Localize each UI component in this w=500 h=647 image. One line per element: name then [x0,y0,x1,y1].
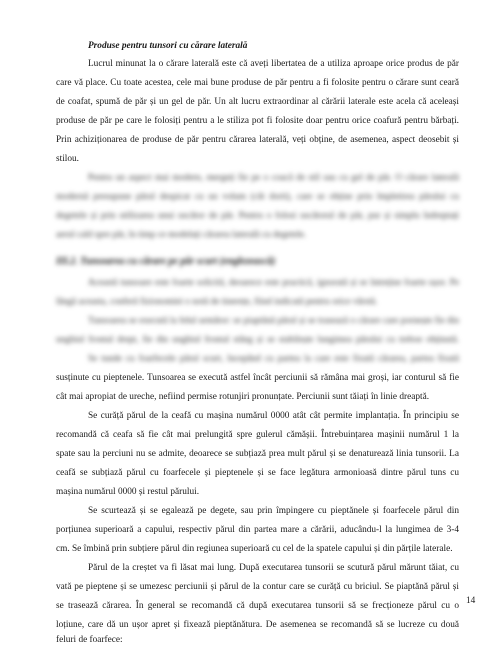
paragraph-line: se trasează cărarea. În general se recomandă că după executarea tunsorii să se frecționeze părul cu o [56,601,459,611]
blurred-section-heading: III.2. Tunsoarea cu cărare pe păr scurt (englezească) [56,256,276,267]
blurred-line: Pentru un aspect mai modern, mergeți fie pe o coacă de stil sau cu gel de păr. O cărare laterală [88,173,459,183]
paragraph-line: feluri de foarfece: [56,635,123,645]
paragraph-line: care vă place. Cu toate acestea, cele mai bune produse de păr pentru a fi folosite pentru o cărare sunt ceară [56,78,459,88]
paragraph-line: stilou. [56,154,79,164]
paragraph-line: recomandă că ceafa să fie cât mai prelungită spre gulerul cămășii. Întrebuințarea mașinii numărul 1 la [56,430,459,440]
paragraph-line: susținute cu pieptenele. Tunsoarea se execută astfel încât perciunii să rămâna mai groși, iar conturul să fie [56,373,459,383]
paragraph-line: Prin achiziționarea de produse de păr pentru cărarea laterală, veți obține, de asemenea, aspect deosebit și [56,135,459,145]
paragraph-line: cm. Se îmbină prin subțiere părul din regiunea superioară cu cel de la spatele capului și din părțile laterale. [56,544,453,554]
section-heading: Produse pentru tunsori cu cărare laterală [88,41,248,51]
blurred-line: degetele și prin utilizarea unui uscător de păr. Pentru o folosi uscătorul de păr, pur și simplu îndreptați [56,211,459,221]
blurred-line: unghiul frontal drept, fie din unghiul frontal stâng și se stabilește lungimea părului cu treboe obținută. [56,335,459,345]
paragraph-line: Lucrul minunat la o cărare laterală este că aveți libertatea de a utiliza aproape orice produs de păr [88,59,459,69]
page-number: 14 [466,596,476,606]
paragraph-line: produse de păr pe care le folosiți pentru a le stiliza pot fi folosite doar pentru orice coafură pentru bărbați. [56,116,459,126]
paragraph-line: mașina numărul 0000 și restul părului. [56,487,200,497]
paragraph-line: ceafă se subțiază părul cu foarfecele și pieptenele și se face legătura armonioasă dintre părul tuns cu [56,468,459,478]
paragraph-line: Părul de la creștet va fi lăsat mai lung. După executarea tunsorii se scutură părul mărunt tăiat, cu [88,563,459,573]
blurred-line: Se tunde cu foarfecele părul scurt, începând cu partea la care este fixată cărarea, partea fixată [88,354,459,364]
paragraph-line: cât mai apropiat de ureche, nefiind permise rotunjiri pronunțate. Perciunii sunt tăiați în linie dreaptă. [56,392,430,402]
paragraph-line: Se scurtează și se egalează pe degete, sau prin împingere cu pieptănele și foarfecele părul din [88,506,459,516]
blurred-line: Această tunsoare este foarte solicită, deoarece este practică, ignorată și se întreține foarte ușor. Pe [88,278,459,288]
paragraph-line: porțiunea superioară a capului, respectiv părul din partea mare a cărării, aducându-l la lungimea de 3-4 [56,525,459,535]
paragraph-line: vată pe pieptene și se umezesc perciunii și părul de la contur care se curăță cu briciul. Se piaptănă părul și [56,582,459,592]
paragraph-line: Se curăță părul de la ceafă cu mașina numărul 0000 atât cât permite implantația. În principiu se [88,411,459,421]
blurred-line: modernă presupune părul despicat cu un volum (cât dorit), care se obține prin împletirea părului cu [56,192,459,202]
paragraph-line: loțiune, care dă un ușor apret și fixează pieptănătura. De asemenea se recomandă să se lucreze cu două [56,620,459,630]
blurred-line: aerul cald spre păr, în timp ce modelați cărarea laterală cu degetele. [56,230,307,240]
blurred-line: Tunsoarea se execută la felul următor: se piaptănă părul și se trasează o cărare care pornește fie din [88,316,459,326]
paragraph-line: de coafat, spumă de păr și un gel de păr. Un alt lucru extraordinar al cărării laterale este acela că aceleași [56,97,459,107]
blurred-line: lângă aceasta, conferă fizionomiei o notă de tinerețe, fiind indicată pentru orice vârstă. [56,297,378,307]
paragraph-line: spate sau la perciuni nu se admite, deoarece se subțiază prea mult părul și se denaturează linia tunsorii. La [56,449,459,459]
